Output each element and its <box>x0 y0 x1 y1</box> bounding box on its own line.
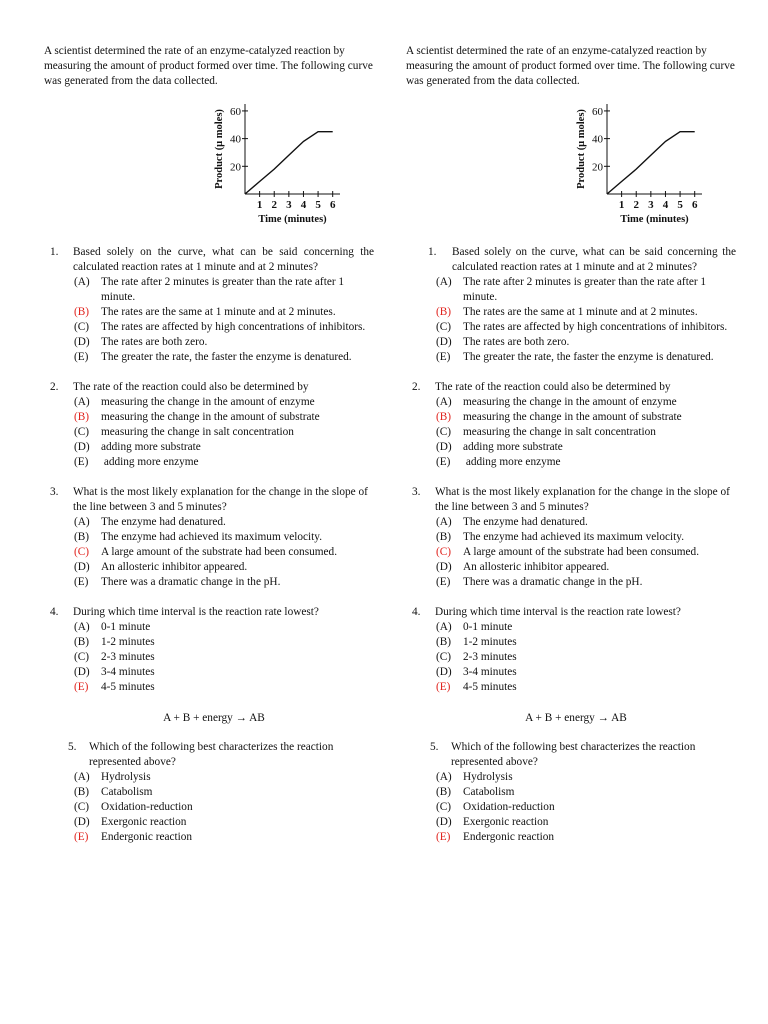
option-text: The enzyme had denatured. <box>463 516 588 528</box>
option-letter: (B) <box>436 636 452 648</box>
option-item <box>436 575 736 590</box>
product-time-chart <box>210 99 350 234</box>
option-text: Endergonic reaction <box>463 831 555 843</box>
option-letter: (C) <box>436 651 452 663</box>
question-1 <box>44 245 374 365</box>
option-text: measuring the change in the amount of enzyme <box>101 396 315 408</box>
option-item <box>436 770 736 785</box>
option-item <box>74 830 374 845</box>
option-letter: (A) <box>74 516 90 528</box>
option-item <box>74 530 374 545</box>
question-number: 1. <box>428 246 437 258</box>
option-item <box>436 680 736 695</box>
x-tick-label: 1 <box>256 199 263 211</box>
option-letter: (E) <box>436 351 451 363</box>
option-letter: (C) <box>436 426 452 438</box>
x-axis-label: Time (minutes) <box>620 214 689 225</box>
option-letter: (A) <box>436 396 452 408</box>
option-letter: (E) <box>74 576 89 588</box>
option-text: The greater the rate, the faster the enzyme is denatured. <box>101 351 352 363</box>
option-letter: (E) <box>74 456 89 468</box>
x-tick-label: 6 <box>329 199 336 211</box>
option-text: The rate after 2 minutes is greater than the rate after 1 minute. <box>463 276 707 303</box>
option-item <box>74 455 374 470</box>
option-item <box>436 545 736 560</box>
option-text: adding more enzyme <box>463 456 561 468</box>
option-letter: (A) <box>436 276 452 288</box>
x-tick-label: 2 <box>633 199 639 211</box>
option-list <box>436 620 736 695</box>
option-text: The rate after 2 minutes is greater than the rate after 1 minute. <box>101 276 345 303</box>
option-item <box>436 455 736 470</box>
x-tick-label: 2 <box>271 199 277 211</box>
x-tick-label: 1 <box>618 199 625 211</box>
chart-area <box>406 89 736 239</box>
option-item <box>436 830 736 845</box>
option-letter-answer: (C) <box>436 546 452 558</box>
intro-text: A scientist determined the rate of an enzyme-catalyzed reaction by measuring the amount of product formed over time. The following curve was generated from the data collected. <box>406 45 735 87</box>
option-text: 0-1 minute <box>463 621 513 633</box>
option-text: Hydrolysis <box>101 771 151 783</box>
y-tick-label: 20 <box>592 161 603 174</box>
option-letter-answer: (E) <box>436 831 451 843</box>
option-text: Exergonic reaction <box>101 816 187 828</box>
option-item <box>74 680 374 695</box>
option-text: Catabolism <box>463 786 515 798</box>
option-text: measuring the change in the amount of enzyme <box>463 396 677 408</box>
option-letter: (B) <box>436 531 452 543</box>
product-curve <box>245 132 333 194</box>
question-number: 3. <box>412 486 421 498</box>
option-text: adding more substrate <box>463 441 563 453</box>
option-letter: (D) <box>436 336 452 348</box>
option-letter: (D) <box>74 441 90 453</box>
option-letter-answer: (B) <box>74 306 90 318</box>
option-letter: (B) <box>436 786 452 798</box>
option-letter-answer: (E) <box>74 681 89 693</box>
option-letter: (D) <box>74 816 90 828</box>
option-text: Endergonic reaction <box>101 831 193 843</box>
option-list <box>436 515 736 590</box>
option-letter: (A) <box>436 621 452 633</box>
option-letter: (C) <box>74 651 90 663</box>
question-4 <box>44 605 374 695</box>
question-4 <box>406 605 736 695</box>
option-item <box>74 410 374 425</box>
option-item <box>74 665 374 680</box>
option-letter: (D) <box>74 561 90 573</box>
question-number: 5. <box>68 741 77 753</box>
x-tick-label: 3 <box>648 199 654 211</box>
option-letter: (C) <box>436 321 452 333</box>
option-letter: (A) <box>436 771 452 783</box>
option-text: 3-4 minutes <box>463 666 517 678</box>
option-item <box>436 815 736 830</box>
question-number: 2. <box>50 381 59 393</box>
option-text: adding more enzyme <box>101 456 199 468</box>
question-stem: Based solely on the curve, what can be said concerning the calculated reaction rates at 1 minute and at 2 minutes? <box>452 246 736 273</box>
option-item <box>436 410 736 425</box>
option-item <box>436 425 736 440</box>
option-letter: (B) <box>74 636 90 648</box>
question-number: 2. <box>412 381 421 393</box>
question-number: 1. <box>50 246 59 258</box>
option-item <box>74 350 374 365</box>
question-number: 5. <box>430 741 439 753</box>
option-item <box>74 395 374 410</box>
option-letter: (C) <box>74 801 90 813</box>
option-text: The enzyme had achieved its maximum velocity. <box>101 531 323 543</box>
left-column <box>44 44 374 845</box>
y-tick-label: 60 <box>230 105 241 118</box>
option-letter: (E) <box>436 576 451 588</box>
reaction-equation: A + B + energy → AB <box>525 712 627 724</box>
option-text: 4-5 minutes <box>463 681 517 693</box>
option-letter: (B) <box>74 531 90 543</box>
option-letter-answer: (E) <box>74 831 89 843</box>
option-letter: (A) <box>436 516 452 528</box>
option-letter: (C) <box>74 426 90 438</box>
option-list <box>74 395 374 470</box>
option-text: 1-2 minutes <box>463 636 517 648</box>
option-item <box>74 545 374 560</box>
option-letter-answer: (E) <box>436 681 451 693</box>
option-text: Catabolism <box>101 786 153 798</box>
option-text: 3-4 minutes <box>101 666 155 678</box>
question-number: 4. <box>412 606 421 618</box>
option-list <box>74 275 374 365</box>
option-list <box>74 620 374 695</box>
y-tick-label: 20 <box>230 161 241 174</box>
y-tick-label: 40 <box>592 133 603 146</box>
option-item <box>436 560 736 575</box>
option-text: The rates are the same at 1 minute and at 2 minutes. <box>101 306 336 318</box>
option-text: Oxidation-reduction <box>463 801 555 813</box>
option-item <box>436 620 736 635</box>
option-text: measuring the change in the amount of substrate <box>463 411 682 423</box>
option-letter-answer: (C) <box>74 546 90 558</box>
option-item <box>436 530 736 545</box>
option-text: measuring the change in the amount of substrate <box>101 411 320 423</box>
question-number: 3. <box>50 486 59 498</box>
option-text: The greater the rate, the faster the enzyme is denatured. <box>463 351 714 363</box>
option-letter-answer: (B) <box>436 411 452 423</box>
option-item <box>74 815 374 830</box>
option-list <box>436 275 736 365</box>
question-stem: The rate of the reaction could also be determined by <box>73 381 309 393</box>
question-3 <box>406 485 736 590</box>
option-item <box>436 395 736 410</box>
option-text: 4-5 minutes <box>101 681 155 693</box>
x-tick-label: 5 <box>315 199 321 211</box>
product-curve <box>607 132 695 194</box>
x-tick-label: 3 <box>286 199 292 211</box>
option-list <box>436 395 736 470</box>
option-item <box>74 800 374 815</box>
option-letter: (D) <box>436 816 452 828</box>
option-item <box>436 320 736 335</box>
option-text: An allosteric inhibitor appeared. <box>101 561 248 573</box>
option-text: There was a dramatic change in the pH. <box>463 576 643 588</box>
x-axis-label: Time (minutes) <box>258 214 327 225</box>
option-letter: (C) <box>436 801 452 813</box>
option-item <box>74 770 374 785</box>
x-tick-label: 4 <box>300 199 307 211</box>
x-tick-label: 5 <box>677 199 683 211</box>
option-item <box>436 785 736 800</box>
option-text: Hydrolysis <box>463 771 513 783</box>
option-letter: (E) <box>74 351 89 363</box>
option-list <box>74 515 374 590</box>
option-item <box>74 320 374 335</box>
reaction-equation: A + B + energy → AB <box>163 712 265 724</box>
option-text: The enzyme had denatured. <box>101 516 226 528</box>
option-text: The rates are both zero. <box>463 336 570 348</box>
right-column <box>406 44 736 845</box>
option-letter: (E) <box>436 456 451 468</box>
option-item <box>74 785 374 800</box>
option-item <box>74 650 374 665</box>
option-letter-answer: (B) <box>74 411 90 423</box>
product-time-chart <box>572 99 712 234</box>
option-item <box>436 305 736 320</box>
option-text: Oxidation-reduction <box>101 801 193 813</box>
option-letter: (D) <box>436 441 452 453</box>
y-axis-label: Product (μ moles) <box>214 109 225 189</box>
option-text: 1-2 minutes <box>101 636 155 648</box>
option-text: 2-3 minutes <box>463 651 517 663</box>
question-2 <box>406 380 736 470</box>
option-text: The enzyme had achieved its maximum velocity. <box>463 531 685 543</box>
option-text: 2-3 minutes <box>101 651 155 663</box>
option-text: measuring the change in salt concentration <box>101 426 294 438</box>
question-stem: Which of the following best characterizes the reaction represented above? <box>89 741 334 768</box>
question-5 <box>406 740 736 845</box>
option-letter-answer: (B) <box>436 306 452 318</box>
y-axis-label: Product (μ moles) <box>576 109 587 189</box>
question-1 <box>406 245 736 365</box>
option-item <box>436 650 736 665</box>
option-item <box>436 350 736 365</box>
option-item <box>436 665 736 680</box>
x-tick-label: 4 <box>662 199 669 211</box>
option-text: The rates are the same at 1 minute and at 2 minutes. <box>463 306 698 318</box>
option-item <box>74 275 374 305</box>
y-tick-label: 40 <box>230 133 241 146</box>
option-letter: (B) <box>74 786 90 798</box>
option-item <box>74 575 374 590</box>
option-letter: (D) <box>74 666 90 678</box>
option-item <box>436 635 736 650</box>
question-2 <box>44 380 374 470</box>
option-list <box>74 770 374 845</box>
option-letter: (A) <box>74 396 90 408</box>
chart-area <box>44 89 374 239</box>
option-item <box>436 335 736 350</box>
option-text: adding more substrate <box>101 441 201 453</box>
question-stem: Which of the following best characterizes the reaction represented above? <box>451 741 696 768</box>
option-text: The rates are affected by high concentrations of inhibitors. <box>463 321 728 333</box>
option-text: A large amount of the substrate had been consumed. <box>101 546 338 558</box>
question-number: 4. <box>50 606 59 618</box>
question-3 <box>44 485 374 590</box>
option-text: The rates are both zero. <box>101 336 208 348</box>
option-item <box>74 335 374 350</box>
option-item <box>74 305 374 320</box>
option-text: 0-1 minute <box>101 621 151 633</box>
option-text: The rates are affected by high concentrations of inhibitors. <box>101 321 366 333</box>
x-tick-label: 6 <box>691 199 698 211</box>
question-5 <box>44 740 374 845</box>
option-letter: (A) <box>74 621 90 633</box>
option-item <box>436 515 736 530</box>
option-letter: (A) <box>74 276 90 288</box>
question-stem: What is the most likely explanation for the change in the slope of the line between 3 and 5 minutes? <box>435 486 730 513</box>
option-letter: (D) <box>436 666 452 678</box>
option-letter: (D) <box>74 336 90 348</box>
y-tick-label: 60 <box>592 105 603 118</box>
option-letter: (C) <box>74 321 90 333</box>
question-stem: The rate of the reaction could also be determined by <box>435 381 671 393</box>
option-item <box>436 800 736 815</box>
question-stem: During which time interval is the reaction rate lowest? <box>73 606 319 618</box>
option-item <box>74 515 374 530</box>
option-text: A large amount of the substrate had been consumed. <box>463 546 700 558</box>
option-item <box>74 425 374 440</box>
option-text: There was a dramatic change in the pH. <box>101 576 281 588</box>
option-item <box>74 560 374 575</box>
question-stem: During which time interval is the reaction rate lowest? <box>435 606 681 618</box>
option-item <box>74 440 374 455</box>
option-item <box>436 275 736 305</box>
option-item <box>74 635 374 650</box>
question-stem: What is the most likely explanation for the change in the slope of the line between 3 and 5 minutes? <box>73 486 368 513</box>
option-item <box>74 620 374 635</box>
option-text: An allosteric inhibitor appeared. <box>463 561 610 573</box>
option-list <box>436 770 736 845</box>
option-letter: (A) <box>74 771 90 783</box>
intro-text: A scientist determined the rate of an enzyme-catalyzed reaction by measuring the amount of product formed over time. The following curve was generated from the data collected. <box>44 45 373 87</box>
option-letter: (D) <box>436 561 452 573</box>
option-item <box>436 440 736 455</box>
option-text: Exergonic reaction <box>463 816 549 828</box>
question-stem: Based solely on the curve, what can be said concerning the calculated reaction rates at 1 minute and at 2 minutes? <box>73 246 374 273</box>
option-text: measuring the change in salt concentration <box>463 426 656 438</box>
